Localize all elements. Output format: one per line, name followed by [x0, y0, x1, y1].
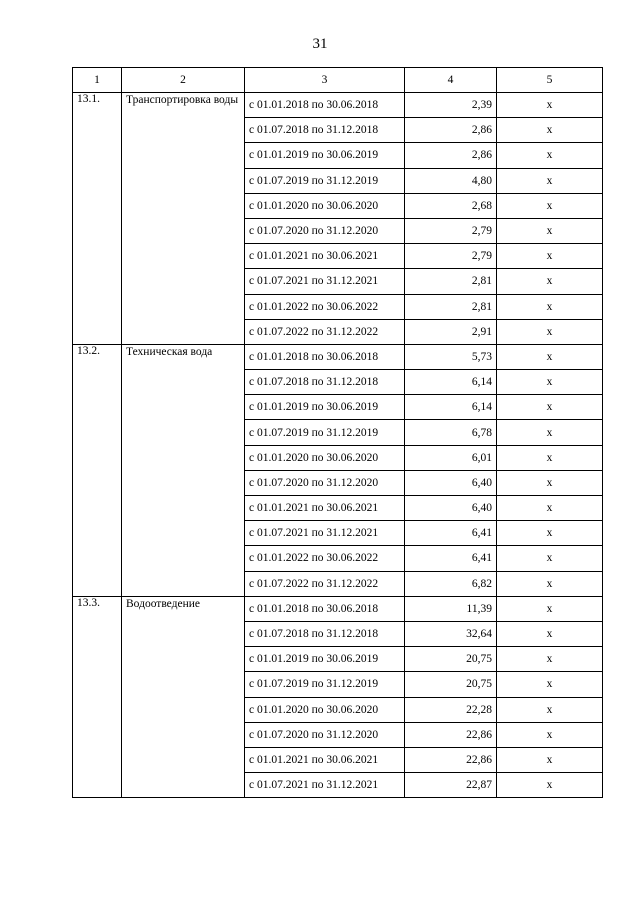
- mark-cell: x: [497, 672, 603, 697]
- period-cell: с 01.01.2019 по 30.06.2019: [245, 647, 405, 672]
- value-cell: 20,75: [405, 647, 497, 672]
- value-cell: 22,86: [405, 722, 497, 747]
- mark-cell: x: [497, 143, 603, 168]
- period-cell: с 01.01.2021 по 30.06.2021: [245, 244, 405, 269]
- period-cell: с 01.01.2019 по 30.06.2019: [245, 143, 405, 168]
- period-cell: с 01.07.2021 по 31.12.2021: [245, 773, 405, 798]
- period-cell: с 01.07.2019 по 31.12.2019: [245, 672, 405, 697]
- period-cell: с 01.01.2020 по 30.06.2020: [245, 445, 405, 470]
- value-cell: 6,78: [405, 420, 497, 445]
- value-cell: 20,75: [405, 672, 497, 697]
- value-cell: 11,39: [405, 596, 497, 621]
- value-cell: 32,64: [405, 621, 497, 646]
- mark-cell: x: [497, 747, 603, 772]
- mark-cell: x: [497, 118, 603, 143]
- table-header-row: [73, 68, 603, 93]
- period-cell: с 01.07.2020 по 31.12.2020: [245, 470, 405, 495]
- column-header: 4: [405, 68, 497, 93]
- value-cell: 2,79: [405, 218, 497, 243]
- mark-cell: x: [497, 546, 603, 571]
- item-number: 13.1.: [73, 93, 122, 345]
- table-row: [73, 93, 603, 118]
- table-row: [73, 344, 603, 369]
- period-cell: с 01.07.2021 по 31.12.2021: [245, 521, 405, 546]
- mark-cell: x: [497, 722, 603, 747]
- period-cell: с 01.07.2018 по 31.12.2018: [245, 370, 405, 395]
- value-cell: 2,91: [405, 319, 497, 344]
- period-cell: с 01.07.2020 по 31.12.2020: [245, 722, 405, 747]
- value-cell: 2,79: [405, 244, 497, 269]
- period-cell: с 01.01.2021 по 30.06.2021: [245, 747, 405, 772]
- mark-cell: x: [497, 420, 603, 445]
- mark-cell: x: [497, 269, 603, 294]
- mark-cell: x: [497, 773, 603, 798]
- period-cell: с 01.07.2021 по 31.12.2021: [245, 269, 405, 294]
- mark-cell: x: [497, 168, 603, 193]
- item-number: 13.3.: [73, 596, 122, 798]
- item-number: 13.2.: [73, 344, 122, 596]
- value-cell: 2,68: [405, 193, 497, 218]
- period-cell: с 01.07.2020 по 31.12.2020: [245, 218, 405, 243]
- value-cell: 2,81: [405, 294, 497, 319]
- mark-cell: x: [497, 344, 603, 369]
- mark-cell: x: [497, 596, 603, 621]
- mark-cell: x: [497, 319, 603, 344]
- period-cell: с 01.01.2018 по 30.06.2018: [245, 93, 405, 118]
- value-cell: 6,01: [405, 445, 497, 470]
- column-header: 5: [497, 68, 603, 93]
- value-cell: 6,41: [405, 546, 497, 571]
- period-cell: с 01.01.2021 по 30.06.2021: [245, 496, 405, 521]
- mark-cell: x: [497, 496, 603, 521]
- value-cell: 6,40: [405, 470, 497, 495]
- column-header: 1: [73, 68, 122, 93]
- item-name: Транспортировка воды: [122, 93, 245, 345]
- value-cell: 6,14: [405, 370, 497, 395]
- value-cell: 4,80: [405, 168, 497, 193]
- item-name: Водоотведение: [122, 596, 245, 798]
- mark-cell: x: [497, 571, 603, 596]
- mark-cell: x: [497, 93, 603, 118]
- period-cell: с 01.07.2022 по 31.12.2022: [245, 571, 405, 596]
- mark-cell: x: [497, 445, 603, 470]
- value-cell: 6,40: [405, 496, 497, 521]
- value-cell: 2,39: [405, 93, 497, 118]
- value-cell: 22,86: [405, 747, 497, 772]
- page-number: 31: [312, 36, 328, 52]
- value-cell: 5,73: [405, 344, 497, 369]
- period-cell: с 01.07.2019 по 31.12.2019: [245, 420, 405, 445]
- table-row: [73, 596, 603, 621]
- mark-cell: x: [497, 218, 603, 243]
- mark-cell: x: [497, 244, 603, 269]
- mark-cell: x: [497, 395, 603, 420]
- table-body: [73, 93, 603, 798]
- mark-cell: x: [497, 647, 603, 672]
- period-cell: с 01.07.2022 по 31.12.2022: [245, 319, 405, 344]
- mark-cell: x: [497, 193, 603, 218]
- item-name: Техническая вода: [122, 344, 245, 596]
- period-cell: с 01.07.2019 по 31.12.2019: [245, 168, 405, 193]
- mark-cell: x: [497, 470, 603, 495]
- mark-cell: x: [497, 621, 603, 646]
- period-cell: с 01.01.2022 по 30.06.2022: [245, 294, 405, 319]
- column-header: 2: [122, 68, 245, 93]
- value-cell: 6,82: [405, 571, 497, 596]
- value-cell: 22,87: [405, 773, 497, 798]
- period-cell: с 01.07.2018 по 31.12.2018: [245, 621, 405, 646]
- period-cell: с 01.01.2019 по 30.06.2019: [245, 395, 405, 420]
- mark-cell: x: [497, 697, 603, 722]
- mark-cell: x: [497, 370, 603, 395]
- tariff-table: [72, 67, 603, 798]
- mark-cell: x: [497, 294, 603, 319]
- period-cell: с 01.01.2020 по 30.06.2020: [245, 697, 405, 722]
- value-cell: 2,86: [405, 143, 497, 168]
- column-header: 3: [245, 68, 405, 93]
- period-cell: с 01.01.2018 по 30.06.2018: [245, 596, 405, 621]
- period-cell: с 01.01.2022 по 30.06.2022: [245, 546, 405, 571]
- mark-cell: x: [497, 521, 603, 546]
- value-cell: 6,14: [405, 395, 497, 420]
- value-cell: 22,28: [405, 697, 497, 722]
- value-cell: 2,86: [405, 118, 497, 143]
- period-cell: с 01.01.2018 по 30.06.2018: [245, 344, 405, 369]
- value-cell: 2,81: [405, 269, 497, 294]
- period-cell: с 01.07.2018 по 31.12.2018: [245, 118, 405, 143]
- period-cell: с 01.01.2020 по 30.06.2020: [245, 193, 405, 218]
- value-cell: 6,41: [405, 521, 497, 546]
